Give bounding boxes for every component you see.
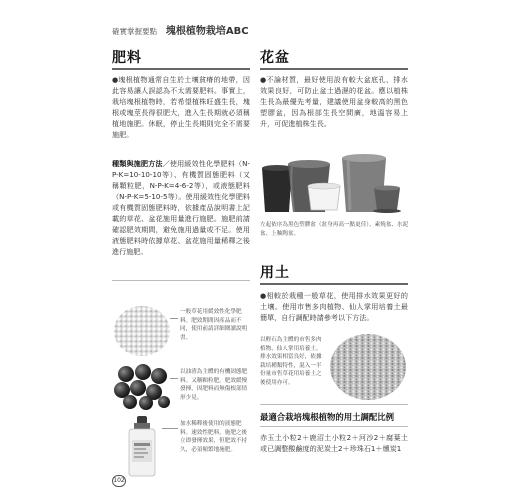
note-liquid-fertilizer: 加水稀釋後使用的液態肥料。速效性肥料，施肥之後立即發揮效果，但肥效不持久，必須頻繁地施肥。 (180, 421, 248, 453)
fertilizer-types-text: ／使用緩效性化學肥料（N-P-K=10-10-10等）、有機質固態肥料（又稱顆粒肥，N-P-K=4-6-2等），或液態肥料（N-P-K=5-10-5等）。使用緩效性化學肥料或有機質固態肥料時，依據產品說明書上記載的草花、盆花施用量進行施肥。施肥前請確認肥效期間，避免施用過量或不足。使用液態肥料時依據草花、盆花施用量稀釋之後進行施肥。 (112, 159, 250, 256)
pots-photo (258, 150, 408, 216)
pot-rule (260, 68, 408, 70)
pots-caption: 左起依序為黑色塑膠盆（盆身再高一點更佳）、素燒盆、水泥盆、上釉陶盆。 (260, 222, 409, 237)
fertilizer-types (112, 158, 250, 257)
mix-mid-divider (260, 426, 408, 427)
fertilizer-rule (112, 68, 250, 70)
fertilizer-intro: ●塊根植物通常自生於土壤貧瘠的地帶，因此容易讓人誤認為不太需要肥料。事實上，栽培塊根植物時，若希望植株旺盛生長，塊根或塊莖長得很肥大，進入生長期就必須稱植地施肥。休眠，停止生長期則完全不需要施肥。 (112, 75, 250, 139)
mix-title: 最適合栽培塊根植物的用土調配比例 (260, 412, 394, 422)
pot-title: 花盆 (260, 50, 290, 66)
organic-fertilizer-photo (112, 362, 172, 410)
soil-intro: ●相較於栽種一般草花，使用排水效果更好的土壤。使用市售多肉植物、仙人掌用培養土最簡單，自行調配時請參考以下方法。 (260, 291, 408, 322)
fertilizer-divider (112, 280, 250, 281)
header-section: 確實掌握要點 (112, 27, 157, 36)
pot-intro: ●不論材質，最好使用設有較大盆底孔，排水效果良好，可防止盆土過濕的花盆。應以植株生長為最優先考量，建議使用盆身較高的黑色塑膠盆，因為根部生長空間廣，地溫容易上升，可促進植株生長。 (260, 75, 408, 128)
chemical-fertilizer-photo (112, 302, 172, 358)
page-number: 102 (112, 475, 126, 487)
header-title: 塊根植物栽培ABC (165, 26, 249, 37)
mix-top-divider (260, 404, 408, 405)
soil-photo (328, 330, 408, 402)
soil-caption: 以輕石為主體的市售多肉植物、仙人掌用培養土。排水效果相當良好，依據栽培種類特性，混入一半份量市售草花用培養土之後使用亦可。 (260, 337, 322, 386)
liquid-fertilizer-bottle-photo (122, 414, 162, 478)
fertilizer-title: 肥料 (112, 50, 142, 66)
note-organic-fertilizer: 以油渣為主體的有機固態肥料。又稱顆粒肥，肥效緩慢發揮，因肥料而無傷根部情形少見。 (180, 369, 248, 401)
soil-title: 用土 (260, 265, 290, 281)
note-chemical-fertilizer: 一般草花用緩效性化學肥料。肥效期間因產品而不同，使用前請詳細閱讀說明書。 (180, 309, 248, 341)
page-header (112, 22, 412, 36)
fertilizer-types-label: 種類與施肥方法 (112, 159, 163, 168)
mix-text: 赤玉土小粒2＋鹿沼土小粒2＋河沙2＋腐葉土或已調整酸鹼度的泥炭土2＋珍珠石1＋燻炭1 (260, 433, 408, 453)
soil-rule (260, 283, 408, 285)
